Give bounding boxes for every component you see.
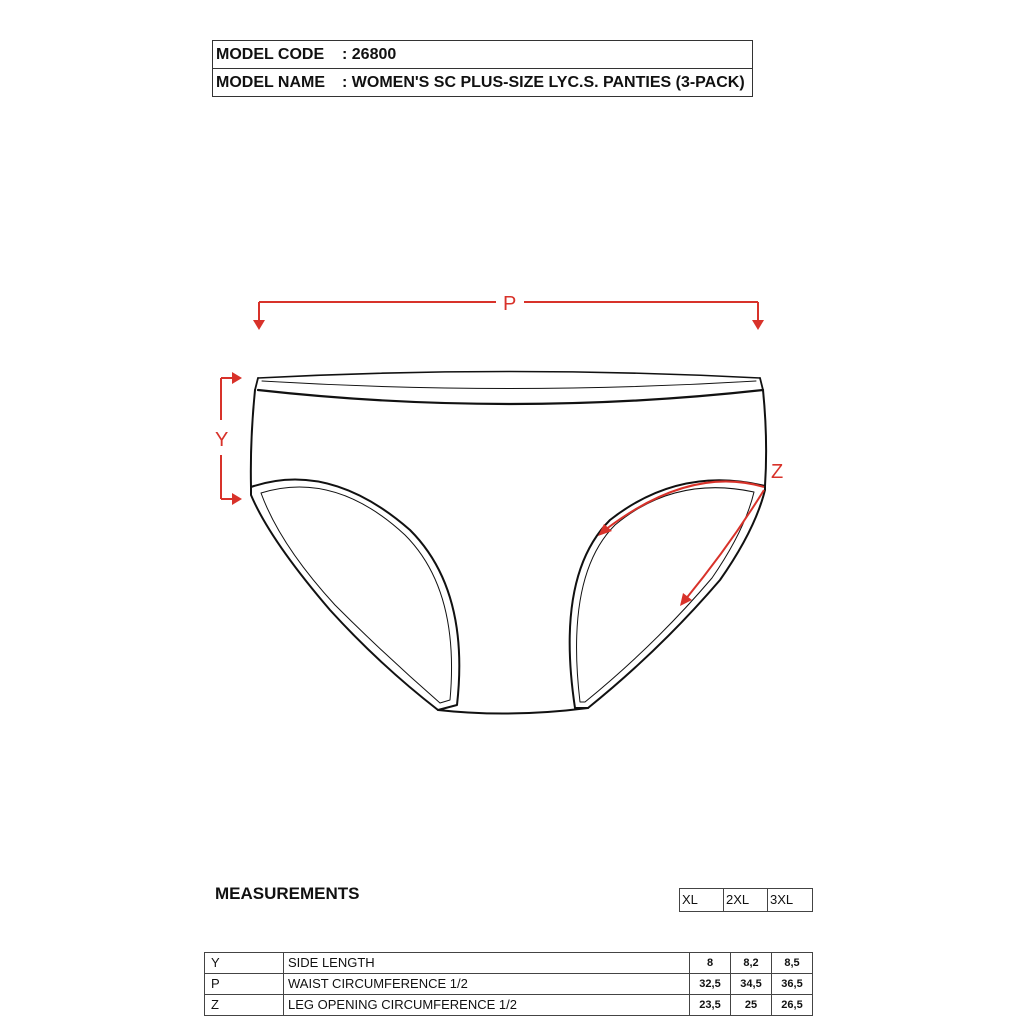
measurement-code: Y [205, 953, 284, 974]
measurement-value-xl: 32,5 [690, 974, 731, 995]
measurement-value-2xl: 25 [731, 995, 772, 1016]
side-length-label-y: Y [215, 429, 229, 451]
measurement-value-2xl: 34,5 [731, 974, 772, 995]
arrow-head-icon [232, 493, 242, 505]
waistband-top-edge [258, 372, 760, 379]
measurements-table [204, 952, 813, 1016]
measurements-title: MEASUREMENTS [215, 884, 360, 903]
left-leg-opening [251, 479, 459, 710]
table-row [205, 974, 813, 995]
measurement-code: P [205, 974, 284, 995]
leg-opening-arrow-lower [685, 490, 764, 600]
model-name-label: MODEL NAME [216, 73, 326, 91]
waist-dimension-line-left [259, 302, 496, 322]
arrow-head-icon [253, 320, 265, 330]
side-length-dimension-top [221, 378, 232, 420]
size-header-2xl: 2XL [724, 889, 768, 911]
model-code-value: : 26800 [342, 45, 397, 63]
left-side-seam [251, 390, 255, 487]
measurement-code: Z [205, 995, 284, 1016]
measurement-value-2xl: 8,2 [731, 953, 772, 974]
measurement-name: WAIST CIRCUMFERENCE 1/2 [284, 974, 690, 995]
size-header [679, 888, 813, 912]
waist-dimension-line-right [524, 302, 758, 322]
measurement-value-xl: 8 [690, 953, 731, 974]
right-side-seam [763, 390, 766, 486]
measurement-value-3xl: 26,5 [772, 995, 813, 1016]
crotch-bottom-edge [438, 708, 588, 714]
right-leg-opening [570, 480, 765, 708]
measurement-value-3xl: 36,5 [772, 974, 813, 995]
leg-opening-label-z: Z [771, 461, 784, 483]
waistband-inner-line [262, 381, 756, 389]
size-header-xl: XL [680, 889, 724, 911]
measurement-name: LEG OPENING CIRCUMFERENCE 1/2 [284, 995, 690, 1016]
model-name-value: : WOMEN'S SC PLUS-SIZE LYC.S. PANTIES (3-PACK) [342, 73, 745, 91]
size-header-3xl: 3XL [770, 892, 794, 907]
table-row [205, 995, 813, 1016]
measurement-value-xl: 23,5 [690, 995, 731, 1016]
measurement-name: SIDE LENGTH [284, 953, 690, 974]
waistband-seam [258, 390, 763, 404]
arrow-head-icon [232, 372, 242, 384]
arrow-head-icon [752, 320, 764, 330]
model-code-label: MODEL CODE [216, 45, 325, 63]
side-length-dimension-bottom [221, 455, 232, 499]
table-row [205, 953, 813, 974]
waist-label-p: P [503, 293, 517, 315]
measurement-value-3xl: 8,5 [772, 953, 813, 974]
